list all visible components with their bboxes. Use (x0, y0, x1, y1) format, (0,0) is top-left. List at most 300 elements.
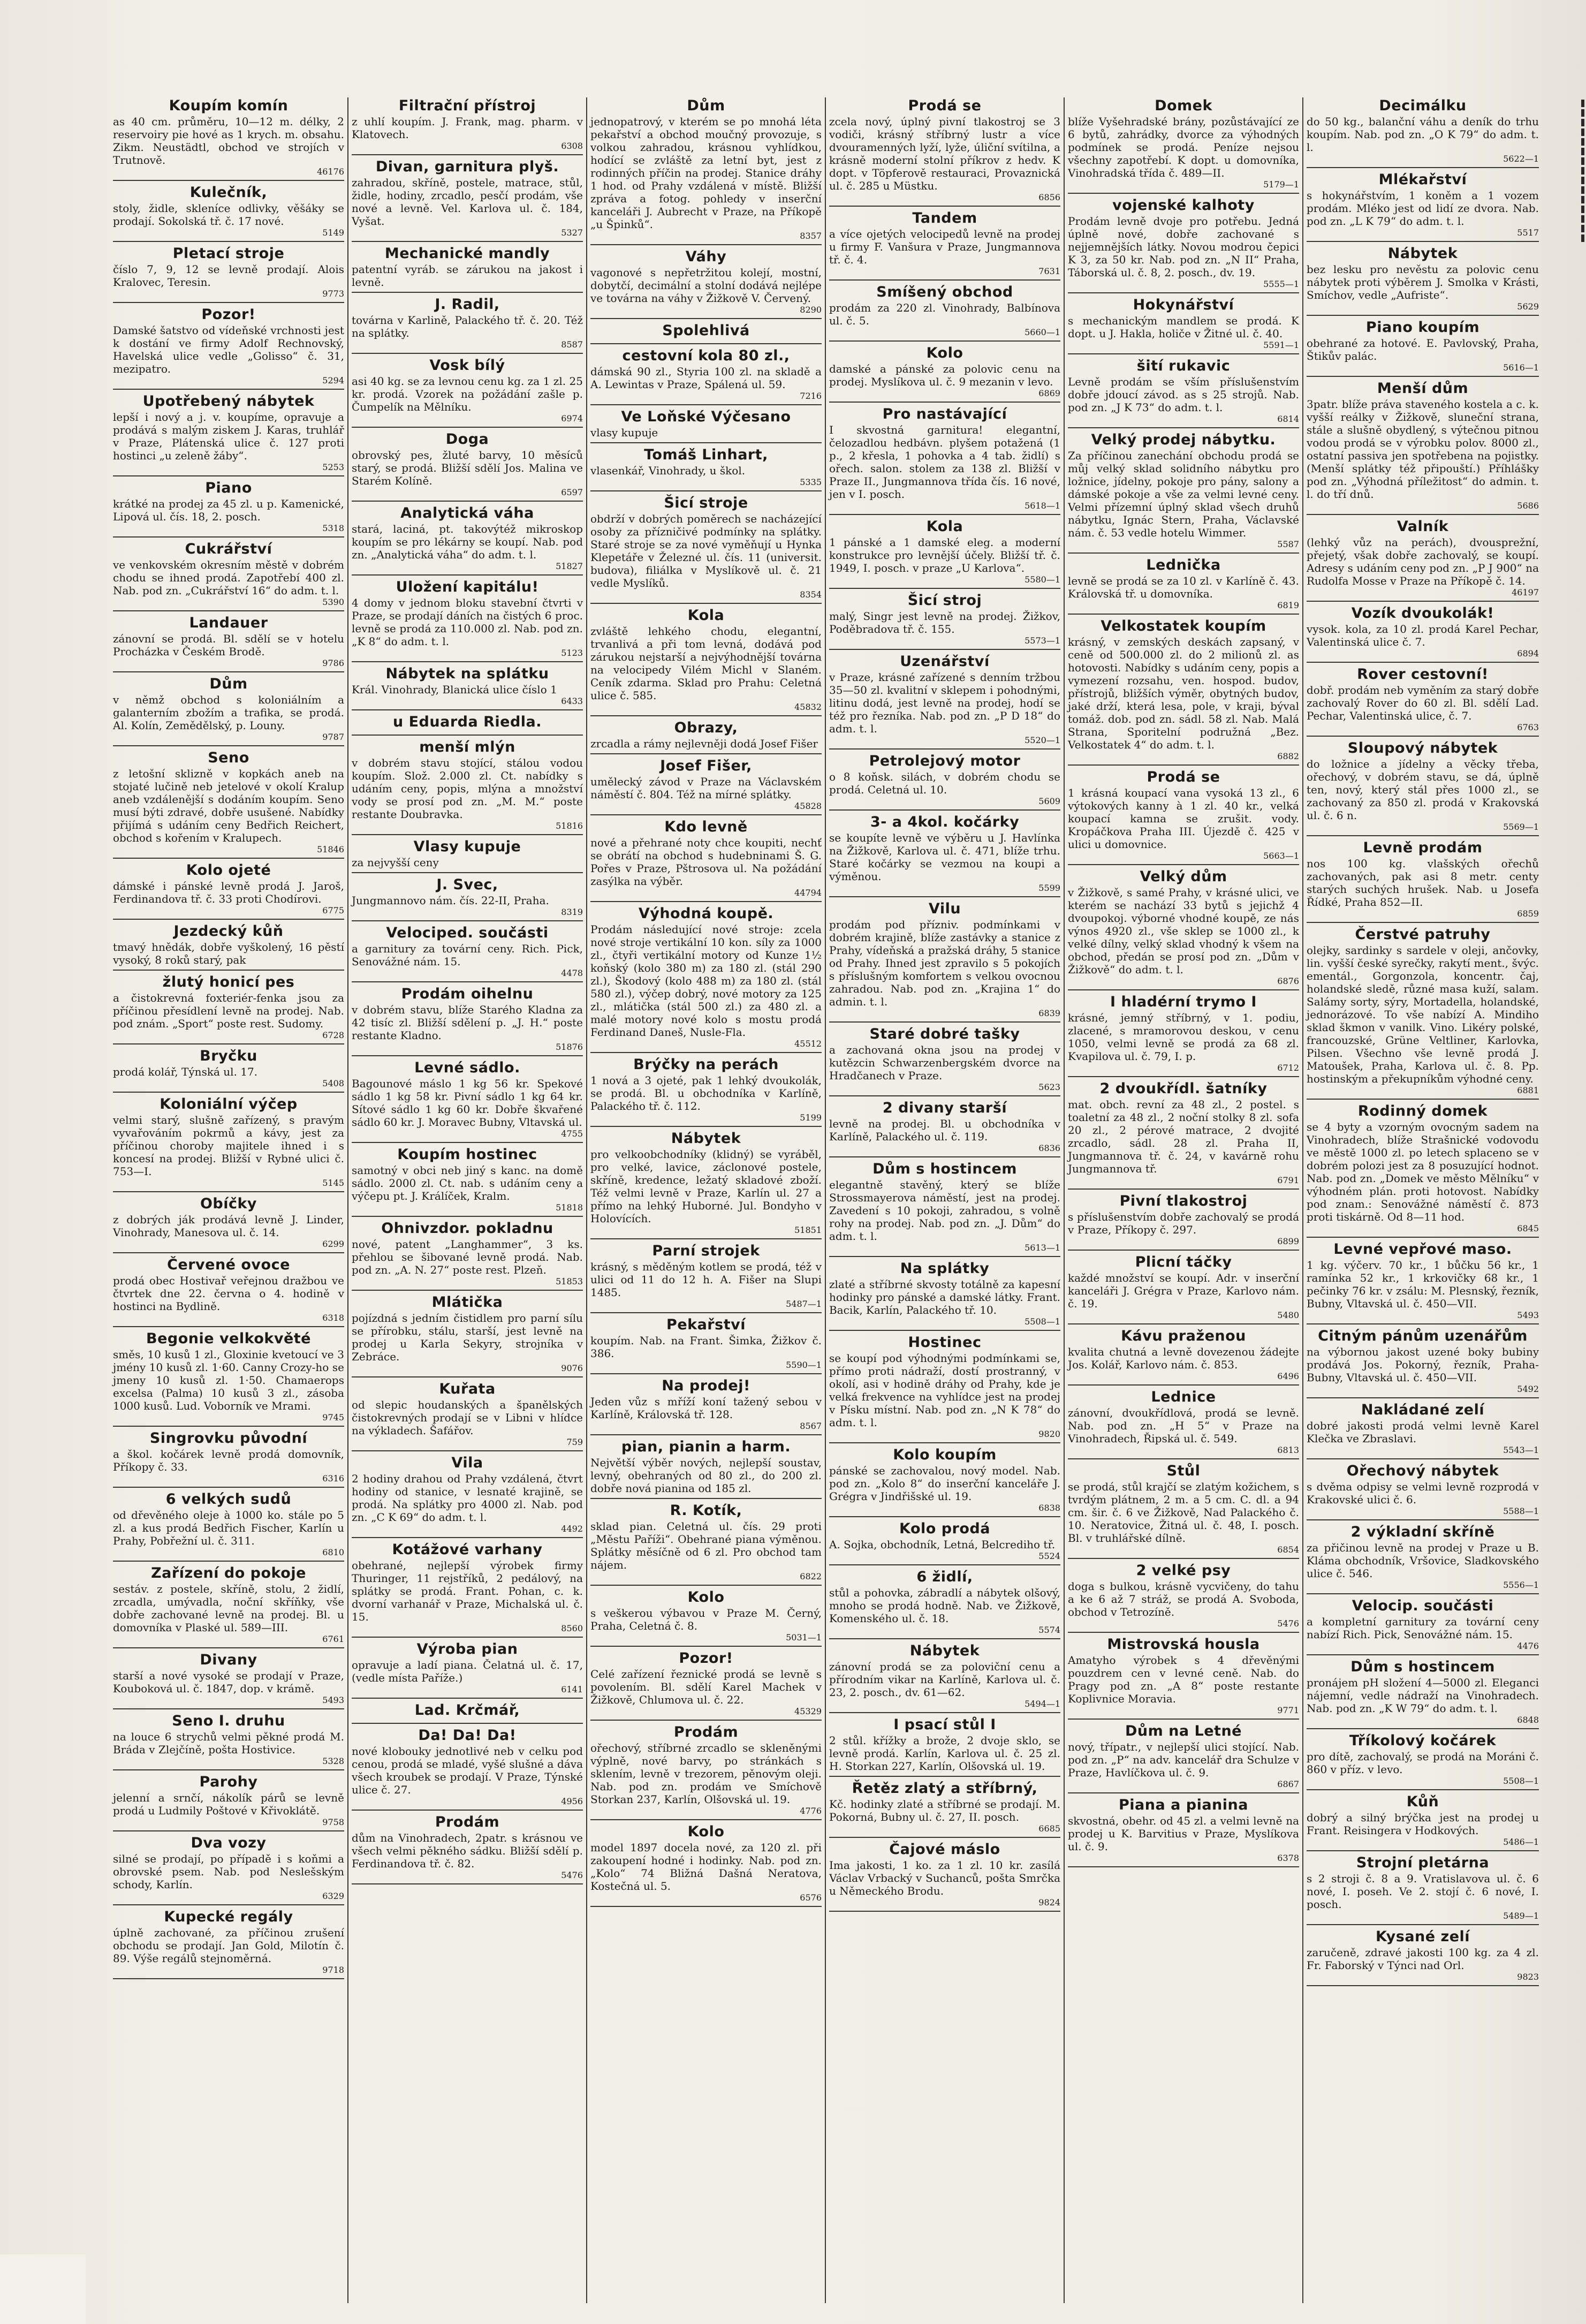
ad-heading: Velký prodej nábytku. (1091, 432, 1276, 448)
classified-ad (113, 97, 344, 181)
ad-number: 5493 (1517, 1310, 1539, 1320)
ad-heading: pian, pianin a harm. (621, 1439, 791, 1455)
ad-number: 44794 (794, 888, 822, 898)
ad-text: krátké na prodej za 45 zl. u p. Kamenické, Lipová ul. čís. 18, 2. posch. (113, 497, 344, 523)
classified-ad (829, 1100, 1060, 1157)
ad-number: 51846 (317, 844, 344, 854)
ad-number: 45832 (794, 702, 822, 712)
ad-heading: Prodám (673, 1724, 739, 1740)
ad-heading: Koupím komín (169, 97, 289, 114)
ad-text: 3patr. blíže práva staveného kostela a c. k. vyšší reálky v Žižkově, sluneční strana, stále a slušně obydlený, s výtečnou pitnou vodou prodá se v výrobku polov. 8000 zl., ostatní passiva jen spotřebena na pojistky. (Menší splátky též připouští.) Příhlášky pod zn. „Výhodná příležitost“ do admin. t. l. do tří dnů. (1307, 398, 1539, 501)
ad-number: 6308 (561, 141, 583, 151)
classified-ad (829, 1520, 1060, 1565)
ad-heading: Filtrační přístroj (398, 97, 536, 114)
ad-text: zvláště lehkého chodu, elegantní, trvanlivá a při tom levná, dodává pod zárukou nejstarší a nejvýhodnější továrna na velocipedy Vilém Michl v Slaném. Ceník zdarma. Sklad pro Prahu: Celetná ulice č. 585. (590, 625, 822, 702)
ad-text: asi 40 kg. se za levnou cenu kg. za 1 zl. 25 kr. prodá. Vzorek na požádání zašle p. Čumpelík na Mělníku. (352, 375, 583, 413)
ad-number: 6433 (561, 696, 583, 706)
ad-heading: Jezdecký kůň (173, 923, 284, 940)
classified-ad (1307, 1103, 1539, 1238)
ad-heading: Kulečník, (189, 184, 268, 201)
ad-text: Prodám levně dvoje pro potřebu. Jedná úplně nové, dobře zachované s nejjemnějších látky. Novou modrou čepici K 3, za 50 kr. Nab. pod zn. „N II“ Praha, Táborská ul. č. 8, 2. posch., dv. 19. (1068, 215, 1299, 279)
classified-ad (113, 974, 344, 1044)
ad-text: ve venkovském okresním městě v dobrém chodu se ihned prodá. Zapotřebí 400 zl. Nab. pod zn. „Cukrářství 16“ do adm. t. l. (113, 558, 344, 597)
ad-number: 5574 (1038, 1625, 1060, 1635)
ad-heading: Rover cestovní! (1357, 666, 1489, 683)
classified-ad (590, 1502, 822, 1586)
classified-ad (352, 1381, 583, 1451)
classified-ad (113, 1835, 344, 1905)
ad-text: s příslušenstvím dobře zachovalý se prodá v Praze, Příkopy č. 297. (1068, 1210, 1299, 1236)
ad-number: 8587 (561, 339, 583, 350)
ad-number: 7216 (800, 391, 822, 401)
ad-heading: R. Kotík, (670, 1502, 742, 1519)
classified-ad (829, 284, 1060, 342)
page-edge-marks (1580, 97, 1586, 279)
ad-number: 8567 (800, 1421, 822, 1431)
ad-text: v dobrém stavu, blíže Starého Kladna za 42 tisíc zl. Bližší sdělení p. „J. H.“ poste restante Kladno. (352, 1003, 583, 1042)
ad-number: 51876 (556, 1042, 583, 1052)
ad-text: model 1897 docela nové, za 120 zl. při zakoupení hodné i hodinky. Nab. pod zn. „Kolo“ 74 Bližná Dašná Neratova, Kostečná ul. 5. (590, 1841, 822, 1892)
ad-heading: Kotážové varhany (392, 1541, 543, 1558)
ad-text: se koupíte levně ve výběru u J. Havlínka na Žižkově, Karlova ul. č. 471, blíže trhu. Staré kočárky se vezmou na koupi a výměnou. (829, 831, 1060, 883)
ad-text: krásný, s měděným kotlem se prodá, též v ulici od 11 do 12 h. A. Fišer na Slupi 1485. (590, 1260, 822, 1299)
ad-text: v Žižkově, s samé Prahy, v krásné ulici, ve kterém se nachází 33 bytů s jejichž 4 dvoupokoj. výborné vhodné koupě, ze nás výnos 4920 zl., vše sklep se 1000 zl., k velké dílny, velký sklad vhodný k všem na obchod, předán se prosí pod zn. „Dům v Žižkově“ do adm. t. l. (1068, 886, 1299, 976)
ad-heading: Strojní pletárna (1356, 1854, 1490, 1871)
classified-ad (352, 245, 583, 293)
ad-number: 6974 (561, 413, 583, 423)
ad-number: 4956 (561, 1796, 583, 1806)
ad-number: 5623 (1038, 1082, 1060, 1092)
ad-text: s dvěma odpisy se velmi levně rozprodá v Krakovské ulici č. 6. (1307, 1480, 1539, 1506)
ad-heading: Čerstvé patruhy (1355, 926, 1491, 943)
classified-ad (352, 579, 583, 662)
ad-heading: Piano koupím (1365, 319, 1480, 336)
classified-ad (1068, 994, 1299, 1077)
ad-text: 1 krásná koupací vana vysoká 13 zl., 6 výtokových kanny à 1 zl. 40 kr., velká koupací kamna se zrušit. vody. Kropáčkova Praha III. Újezdě č. 425 v ulici u domovnice. (1068, 786, 1299, 851)
column-1 (110, 97, 348, 2303)
ad-heading: Dům (687, 97, 725, 114)
ad-text: a kompletní garnitury za tovární ceny nabízí Rich. Pick, Senovážné nám. 15. (1307, 1615, 1539, 1641)
ad-heading: Piano (205, 480, 252, 496)
ad-heading: Tříkolový kočárek (1349, 1732, 1497, 1749)
ad-heading: Zařízení do pokoje (151, 1565, 306, 1581)
ad-number: 9771 (1277, 1705, 1299, 1715)
ad-text: Levně prodám se vším příslušenstvím dobře jdoucí závod. as s 25 strojů. Nab. pod zn. „J K 73“ do adm. t. l. (1068, 375, 1299, 414)
ad-number: 5123 (561, 648, 583, 658)
ad-heading: Vozík dvoukolák! (1351, 605, 1494, 622)
ad-text: na louce 6 strychů velmi pěkné prodá M. Bráda v Zlejčíně, pošta Hostivice. (113, 1730, 344, 1756)
ad-number: 6899 (1277, 1236, 1299, 1246)
ad-heading: Prodá se (1147, 769, 1220, 785)
ad-heading: Divany (200, 1652, 257, 1668)
ad-number: 9823 (1517, 1972, 1539, 1982)
ad-text: tmavý hnědák, dobře vyškolený, 16 pěstí vysoký, 8 roků starý, pak (113, 941, 344, 966)
ad-number: 6141 (561, 1684, 583, 1694)
classified-ad (1068, 1562, 1299, 1633)
ad-heading: Kávu praženou (1121, 1328, 1246, 1344)
ad-number: 6838 (1038, 1503, 1060, 1513)
ad-heading: Šicí stroje (664, 495, 748, 511)
ad-heading: Menší dům (1377, 380, 1469, 397)
classified-ad (113, 480, 344, 538)
ad-number: 6728 (322, 1030, 344, 1040)
classified-ad (352, 1541, 583, 1638)
classified-ad (590, 819, 822, 902)
ad-number: 6882 (1277, 751, 1299, 761)
classified-ad (590, 408, 822, 443)
ad-heading: Decimálku (1379, 97, 1467, 114)
ad-heading: Dům (209, 676, 248, 692)
ad-text: sklad pian. Celetná ul. čís. 29 proti „Městu Paříži“. Obehrané piana výměnou. Splátky měsíčně od 6 zl. Pro obchod tam nájem. (590, 1520, 822, 1571)
ad-text: s mechanickým mandlem se prodá. K dopt. u J. Hakla, holiče v Žitné ul. č. 40. (1068, 314, 1299, 340)
ad-number: 45512 (794, 1039, 822, 1049)
ad-text: vlasy kupuje (590, 426, 658, 439)
classified-ad (829, 1447, 1060, 1517)
ad-heading: Koloniální výčep (160, 1096, 298, 1112)
ad-number: 6775 (322, 905, 344, 915)
classified-ad (352, 1727, 583, 1811)
classified-ad (829, 97, 1060, 207)
classified-ad (113, 245, 344, 303)
classified-ad (1307, 380, 1539, 515)
classified-ad (829, 518, 1060, 589)
ad-text: na výbornou jakost uzené boky bubiny prodává Jos. Pokorný, řezník, Praha-Bubny, Vltavská ul. č. 450—VII. (1307, 1345, 1539, 1384)
ad-text: olejky, sardinky s sardele v oleji, ančovky, lin. vyšší české syrečky, rakytí ment., švýc. ementál., Gorgonzola, koncentr. čaj, holandské sledě, různé masa kuží, salam. Salámy sorty, sýry, Mortadella, holandské, jednorázové. To vše nabízí A. Mindiho sklad škmon v vanilk. Vino. Likéry polské, francouzské, Grüne Veltliner, Karlovka, Pilsen. Všechno vše levně prodá J. Matoušek, Praha, Karlova ul. č. 8. Pp. hostinským a překupníkům výhodné ceny. (1307, 944, 1539, 1085)
ad-number: 6859 (1517, 909, 1539, 919)
classified-ad (352, 431, 583, 502)
classified-ad (113, 923, 344, 971)
ad-text: levně se prodá se za 10 zl. v Karlíně č. 43. Královská tř. u domovníka. (1068, 574, 1299, 600)
classified-ad (1307, 1241, 1539, 1324)
ad-number: 9758 (322, 1817, 344, 1827)
classified-ad (590, 1377, 822, 1435)
ad-heading: žlutý honicí pes (162, 974, 295, 990)
ad-heading: Lednice (1151, 1389, 1216, 1405)
ad-text: dobrý a silný brýčka jest na prodej u Frant. Reisingera v Hodkových. (1307, 1811, 1539, 1837)
ad-text: velmi starý, slušně zařízený, s pravým vyvařováním pokrmů a kávy, jest za příčinou choroby majitele ihned i s koncesí na prodej. Bližší v Rybné ulici č. 753—I. (113, 1114, 344, 1178)
ad-number: 9718 (322, 1965, 344, 1975)
ad-heading: Na prodej! (662, 1377, 750, 1394)
ad-number: 51851 (794, 1225, 822, 1235)
ad-heading: Hostinec (908, 1334, 982, 1351)
classified-ad (352, 296, 583, 354)
ad-heading: Pro nastávající (882, 406, 1007, 422)
ad-heading: Kola (926, 518, 963, 535)
classified-ad (1307, 1598, 1539, 1655)
ad-number: 5613—1 (1025, 1243, 1060, 1253)
ad-number: 6316 (322, 1473, 344, 1483)
ad-text: stoly, židle, skleníce odlivky, věšáky se prodají. Sokolská tř. č. 17 nové. (113, 202, 344, 228)
classified-ad (113, 1256, 344, 1327)
ad-number: 5524 (1038, 1551, 1060, 1561)
ad-text: patentní vyráb. se zárukou na jakost i levně. (352, 263, 583, 289)
classified-ad (829, 753, 1060, 811)
ad-text: vagonové s nepřetržitou kolejí, mostní, dobytčí, decimální a stolní dodává nejlépe ve továrna na váhy v Žižkově V. Červený. (590, 266, 822, 305)
ad-number: 5318 (322, 523, 344, 533)
classified-ad (113, 541, 344, 611)
ad-number: 5199 (800, 1112, 822, 1123)
ad-number: 5686 (1517, 501, 1539, 511)
ad-number: 9787 (322, 732, 344, 742)
ad-text: opravuje a ladí piana. Čelatná ul. č. 17, (vedle místa Paříže.) (352, 1659, 583, 1684)
ad-heading: cestovní kola 80 zl., (622, 347, 790, 364)
ad-heading: Doga (445, 431, 489, 448)
ad-heading: Landauer (189, 615, 268, 631)
classified-ads-page (110, 97, 1579, 2303)
column-2 (348, 97, 587, 2303)
ad-heading: Nábytek (1387, 245, 1458, 262)
ad-text: z uhlí koupím. J. Frank, mag. pharm. v Klatovech. (352, 115, 583, 141)
ad-number: 6814 (1277, 414, 1299, 424)
ad-heading: Tandem (912, 210, 977, 226)
ad-text: o 8 koňsk. silách, v dobrém chodu se prodá. Celetná ul. 10. (829, 770, 1060, 796)
ad-number: 6329 (322, 1891, 344, 1901)
ad-heading: Hokynářství (1133, 297, 1234, 313)
ad-heading: Obrazy, (674, 720, 738, 736)
ad-number: 5629 (1517, 301, 1539, 312)
classified-ad (590, 720, 822, 754)
ad-number: 5486—1 (1503, 1837, 1539, 1847)
ad-text: Ima jakosti, 1 ko. za 1 zl. 10 kr. zasílá Václav Vrbacký v Suchanců, pošta Smrčka u Německého Brodu. (829, 1859, 1060, 1897)
ad-number: 5294 (322, 375, 344, 385)
ad-number: 4776 (800, 1806, 822, 1816)
ad-number: 8354 (800, 589, 822, 600)
classified-ad (352, 838, 583, 873)
ad-number: 6869 (1038, 388, 1060, 398)
classified-ad (352, 1455, 583, 1538)
ad-number: 5408 (322, 1078, 344, 1088)
ad-number: 5476 (561, 1870, 583, 1880)
ad-number: 6867 (1277, 1779, 1299, 1789)
ad-number: 9824 (1038, 1897, 1060, 1907)
classified-ad (590, 1823, 822, 1907)
ad-heading: Cukrářství (185, 541, 272, 557)
classified-ad (113, 1565, 344, 1648)
ad-text: obrovský pes, žluté barvy, 10 měsíců starý, se prodá. Bližší sdělí Jos. Malina ve Starém Kolíně. (352, 449, 583, 487)
ad-number: 6856 (1038, 192, 1060, 202)
ad-heading: Pivní tlakostroj (1119, 1193, 1248, 1209)
ad-text: od slepic houdanských a španělských čistokrevných prodají se v Libni v hlídce na výkladech. Šafářov. (352, 1398, 583, 1437)
ad-text: se 4 byty a vzorným ovocným sadem na Vinohradech, blíže Strašnické vodovodu ve městě 1000 zl. po letech splaceno se v dobrém polozi jest za 8 posuzující hodnot. Nab. pod zn. „Domek ve město Mělníku“ v výhodném plán. proti hotovost. Nabídky pod znam.: Senovážné náměstí č. 873 proti tiskárně. Od 8—11 hod. (1307, 1121, 1539, 1223)
classified-ad (590, 905, 822, 1053)
ad-text: krásné, jemný stříbrný, v 1. podiu, zlacené, s mramorovou deskou, v cenu 1050, velmi levně se prodá za 68 zl. Kvapilova ul. č. 79, I. p. (1068, 1011, 1299, 1063)
classified-ad (829, 653, 1060, 750)
ad-text: ořechový, stříbrné zrcadlo se skleněnými výplně, nové barvy, po stránkách s sklením, levně v trezorem, pěnovým oleji. Nab. pod zn. prodám ve Smíchově Storkan 237, Karlín, Olšovská ul. 19. (590, 1742, 822, 1806)
column-3 (587, 97, 826, 2303)
classified-ad (352, 1059, 583, 1143)
ad-text: starší a nové vysoké se prodají v Praze, Kouboková ul. č. 1847, dop. v krámě. (113, 1669, 344, 1695)
ad-text: Bagounové máslo 1 kg 56 kr. Spekové sádlo 1 kg 58 kr. Pivní sádlo 1 kg 64 kr. Sítové sádlo 1 kg 60 kr. Dobře škvařené sádlo 60 kr. J. Moravec Bubny, Vltavská ul. (352, 1077, 583, 1129)
ad-heading: Citným pánům uzenářům (1318, 1328, 1528, 1344)
ad-number: 45329 (794, 1706, 822, 1716)
ad-number: 9076 (561, 1363, 583, 1373)
ad-number: 51818 (556, 1202, 583, 1213)
classified-ad (1068, 97, 1299, 194)
ad-text: Král. Vinohrady, Blanická ulice číslo 1 (352, 683, 557, 696)
classified-ad (1068, 1797, 1299, 1867)
ad-heading: Ohnivzdor. pokladnu (381, 1220, 553, 1237)
ad-number: 51816 (556, 821, 583, 831)
ad-text: zaručeně, zdravé jakosti 100 kg. za 4 zl. Fr. Faborský v Týnci nad Orl. (1307, 1946, 1539, 1972)
ad-heading: Dům s hostincem (872, 1161, 1017, 1177)
classified-ad (352, 357, 583, 428)
ad-heading: J. Radil, (435, 296, 500, 313)
classified-ad (113, 676, 344, 746)
ad-heading: šití rukavic (1136, 358, 1231, 374)
ad-number: 5569—1 (1503, 822, 1539, 832)
ad-number: 6496 (1277, 1371, 1299, 1381)
ad-number: 5487—1 (786, 1299, 822, 1309)
classified-ad (590, 1130, 822, 1239)
ad-heading: Staré dobré tašky (869, 1026, 1020, 1042)
ad-heading: Kolo prodá (899, 1520, 990, 1537)
ad-heading: Pozor! (201, 306, 256, 323)
classified-ad (352, 739, 583, 835)
ad-heading: Begonie velkokvěté (146, 1330, 311, 1347)
ad-number: 6810 (322, 1547, 344, 1557)
ad-text: nové klobouky jednotlivé neb v celku pod cenou, prodá se mladé, vyšé slušné a dáva všech kroubek se prodají. V Praze, Týnské ulice č. 27. (352, 1745, 583, 1796)
classified-ad (1307, 1463, 1539, 1520)
ad-text: zánovní, dvoukřídlová, prodá se levně. Nab. pod zn. „H 5“ v Praze na Vinohradech, Řipská ul. č. 549. (1068, 1406, 1299, 1445)
classified-ad (352, 986, 583, 1056)
classified-ad (829, 345, 1060, 403)
ad-heading: Na splátky (900, 1260, 990, 1277)
ad-heading: Stůl (1166, 1463, 1201, 1479)
ad-heading: Uložení kapitálu! (396, 579, 539, 595)
classified-ad (352, 714, 583, 736)
ad-heading: Seno I. druhu (172, 1713, 285, 1729)
classified-ad (352, 1220, 583, 1291)
ad-number: 7631 (1038, 266, 1060, 276)
ad-text: (lehký vůz na perách), dvousprežní, přejetý, však dobře zachovalý, se koupí. Adresy s udáním ceny pod zn. „P J 900“ na Rudolfa Mosse v Praze na Příkopě č. 14. (1307, 536, 1539, 587)
ad-number: 6854 (1277, 1545, 1299, 1555)
ad-number: 6822 (800, 1571, 822, 1581)
ad-text: mat. obch. revní za 48 zl., 2 postel. s toaletní za 48 zl., 2 noční stolky 8 zl. sofa 20 zl., 2 pérové matrace, 2 dvojité zrcadlo, sádl. 28 zl. Praha II, Jungmannova tř. č. 24, v kavárně rohu Jungmannova tř. (1068, 1098, 1299, 1175)
classified-ad (113, 1652, 344, 1709)
classified-ad (352, 665, 583, 710)
ad-heading: Kuřata (439, 1381, 496, 1397)
ad-heading: Výroba pian (416, 1641, 518, 1657)
classified-ad (352, 1294, 583, 1377)
ad-text: prodám za 220 zl. Vinohrady, Balbínova ul. č. 5. (829, 301, 1060, 327)
column-6 (1303, 97, 1542, 2303)
ad-number: 5327 (561, 228, 583, 238)
ad-text: Prodám následující nové stroje: zcela nové stroje vertikální 10 kon. síly za 1000 zl., čtyři vertikální motory od Kunze 1½ koňský (kolo 380 m) za 180 zl. (stál 290 zl.), Škodový (kolo 488 m) za 180 zl. (stál 580 zl.), výčep dobrý, nové motory za 125 zl., mlátička (stál 500 zl.) za 480 zl. a malé motory nové kolo s mostu prodá Ferdinand Daneš, Nusle-Fla. (590, 923, 822, 1039)
ad-number: 4492 (561, 1524, 583, 1534)
ad-text: pojízdná s jedním čistidlem pro parní sílu se přírobku, stálu, starší, jest levně na prodej u Karla Sekyry, strojníka v Zebráce. (352, 1312, 583, 1363)
ad-heading: 6 velkých sudů (165, 1491, 292, 1508)
classified-ad (590, 446, 822, 491)
ad-number: 5587 (1277, 539, 1299, 549)
ad-text: Celé zařízení řeznické prodá se levně s povolením. Bl. sdělí Karel Machek v Žižkově, Chlumova ul. č. 22. (590, 1668, 822, 1706)
classified-ad (1307, 926, 1539, 1100)
ad-text: jelenní a srnčí, nákolík párů se levně prodá u Ludmily Poštové v Křivoklátě. (113, 1791, 344, 1817)
ad-text: nové, patent „Langhammer“, 3 ks. přehlou se šibované levně prodá. Nab. pod zn. „A. N. 27“ poste rest. Plzeň. (352, 1238, 583, 1276)
ad-number: 8319 (561, 907, 583, 917)
ad-number: 5660—1 (1025, 327, 1060, 337)
ad-heading: Nábytek (909, 1642, 980, 1659)
ad-heading: Levně prodám (1363, 839, 1483, 856)
ad-heading: Dům na Letné (1125, 1723, 1242, 1739)
ad-number: 6378 (1277, 1853, 1299, 1863)
ad-text: Damské šatstvo od vídeňské vrchnosti jest k dostání ve firmy Adolf Rechnovský, Havelská ulice vedle „Golisso“ č. 31, mezipatro. (113, 324, 344, 375)
ad-heading: 2 výkladní skříně (1350, 1524, 1495, 1540)
ad-heading: Divan, garnitura plyš. (375, 158, 559, 175)
ad-heading: Spolehlivá (662, 322, 750, 339)
ad-heading: Velociped. součásti (386, 925, 549, 941)
classified-ad (1068, 1389, 1299, 1459)
ad-number: 51827 (556, 561, 583, 571)
classified-ad (352, 1814, 583, 1884)
ad-number: 6318 (322, 1313, 344, 1323)
ad-heading: Kolo (687, 1589, 725, 1606)
ad-number: 8357 (800, 231, 822, 241)
ad-text: v němž obchod s koloniálním a galanterním zbožím a trafika, se prodá. Al. Kolín, Zemědělský, p. Louny. (113, 693, 344, 732)
ad-heading: 2 velké psy (1136, 1562, 1231, 1579)
ad-number: 5508—1 (1503, 1776, 1539, 1786)
classified-ad (1307, 1793, 1539, 1851)
classified-ad (829, 1026, 1060, 1096)
ad-number: 46176 (317, 166, 344, 177)
ad-text: levně na prodej. Bl. u obchodníka v Karlíně, Palackého ul. č. 119. (829, 1117, 1060, 1143)
ad-number: 5253 (322, 462, 344, 472)
ad-text: zrcadla a rámy nejlevněji dodá Josef Fišer (590, 737, 818, 750)
ad-text: a garnitury za tovární ceny. Rich. Pick, Senovážné nám. 15. (352, 942, 583, 968)
classified-ad (352, 1641, 583, 1699)
ad-text: a čistokrevná foxteriér-fenka jsou za příčinou přesídlení levně na prodej. Nab. pod znám. „Sport“ poste rest. Sudomy. (113, 991, 344, 1030)
classified-ad (590, 1650, 822, 1721)
classified-ad (113, 1195, 344, 1253)
ad-heading: Vlasy kupuje (413, 838, 521, 855)
ad-number: 6836 (1038, 1143, 1060, 1153)
classified-ad (113, 184, 344, 242)
ad-number: 6597 (561, 487, 583, 497)
ad-text: dámská 90 zl., Styria 100 zl. na skladě a A. Lewintas v Praze, Spálená ul. 59. (590, 365, 822, 391)
ad-heading: Velký dům (1140, 868, 1227, 885)
ad-heading: Kůň (1406, 1793, 1439, 1810)
ad-number: 5390 (322, 597, 344, 607)
ad-number: 4476 (1517, 1641, 1539, 1651)
classified-ad (352, 1702, 583, 1724)
ad-heading: Kolo (926, 345, 963, 361)
ad-text: kvalita chutná a levně dovezenou žádejte Jos. Kolář, Karlovo nám. č. 853. (1068, 1345, 1299, 1371)
ad-heading: Tomáš Linhart, (644, 446, 768, 463)
ad-text: nový, třípatr., v nejlepší ulici stojící. Nab. pod zn. „P“ na adv. kancelář dra Schulze v Praze, Havlíčkova ul. č. 9. (1068, 1740, 1299, 1779)
ad-heading: Uzenářství (900, 653, 990, 670)
classified-ad (829, 1260, 1060, 1331)
ad-number: 5618—1 (1025, 501, 1060, 511)
classified-ad (1307, 1732, 1539, 1790)
ad-number: 5588—1 (1503, 1506, 1539, 1516)
ad-heading: Ve Loňské Výčesano (621, 408, 791, 425)
classified-ad (590, 1056, 822, 1127)
ad-text: vysok. kola, za 10 zl. prodá Karel Pechar, Valentinská ulice č. 7. (1307, 623, 1539, 648)
ad-number: 6813 (1277, 1445, 1299, 1455)
ad-heading: Kola (687, 607, 725, 624)
ad-number: 5494—1 (1025, 1699, 1060, 1709)
classified-ad (352, 1146, 583, 1217)
ad-text: krásný, v zemských deskách zapsaný, v ceně od 500.000 zl. do 2 milionů zl. as hotovosti. Nabídky s udáním ceny, popis a vymezení rozsahu, ven. hospod. budov, přístrojů, bližších výměr, obytných budov, jaké drží, která lesa, pole, v kraji, býval tomáž. dob. pod zn. sádl. 58 zl. Nab. Malá Strana, Sporitelní podružná „Bez. Velkostatek 4“ do adm. t. l. (1068, 635, 1299, 751)
ad-heading: Koupím hostinec (397, 1146, 537, 1163)
ad-text: úplně zachované, za příčinou zrušení obchodu se prodají. Jan Gold, Milotín č. 89. Výše regálů stejnoměrná. (113, 1926, 344, 1965)
ad-text: lepší i nový a j. v. koupíme, opravuje a prodává s malým ziskem J. Karas, truhlář v Praze, Plátenská ulice č. 127 proti hostinci „u zeleně žáby“. (113, 411, 344, 462)
classified-ad (590, 322, 822, 344)
blank-corner (0, 2254, 86, 2324)
ad-text: doga s bulkou, krásně vycvičeny, do tahu a ke 6 až 7 stráž, se prodá A. Svoboda, obchod v Tetrozíně. (1068, 1580, 1299, 1618)
ad-number: 9745 (322, 1412, 344, 1422)
ad-text: 2 hodiny drahou od Prahy vzdálená, čtvrt hodiny od stanice, v lesnaté krajině, se prodá. Na splátky pro 4000 zl. Nab. pod zn. „C K 69“ do adm. t. l. (352, 1472, 583, 1524)
ad-heading: Pletací stroje (172, 245, 285, 262)
